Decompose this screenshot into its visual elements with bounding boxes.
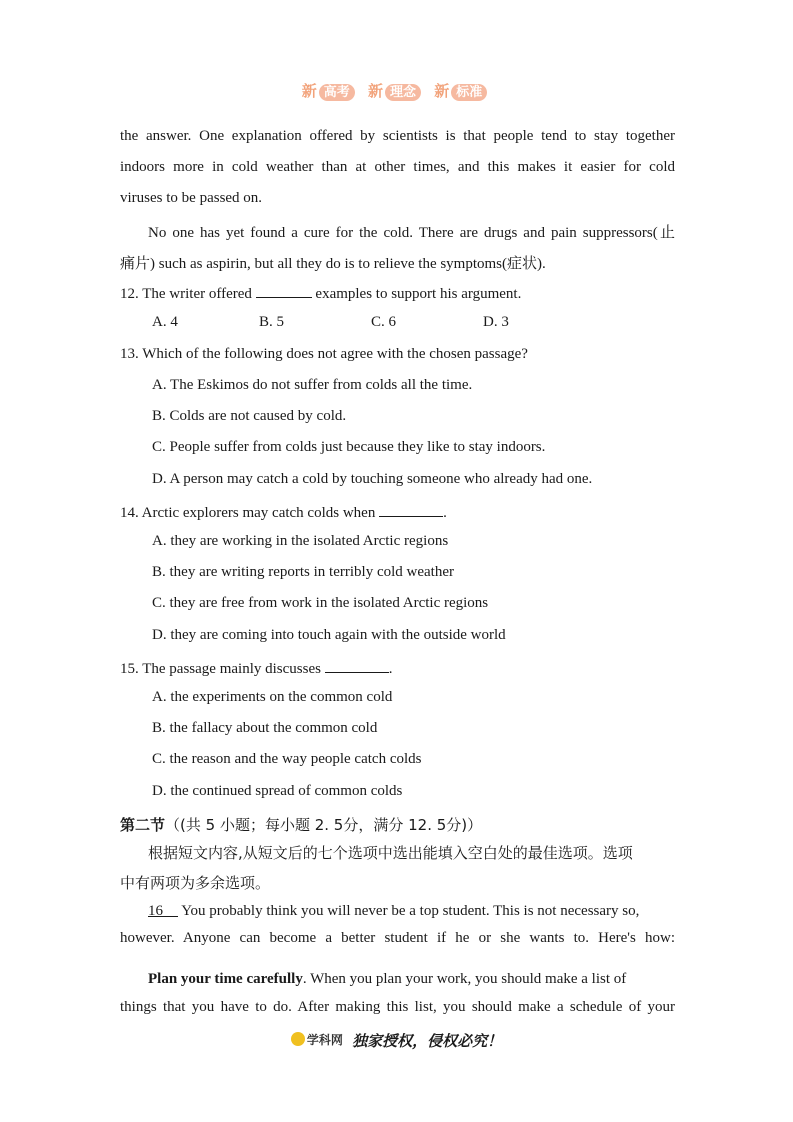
question-15-stem bbox=[120, 658, 392, 678]
header-pill-gaokao: 高考 bbox=[319, 84, 355, 101]
q12-stem-a: 12. The writer offered bbox=[120, 286, 252, 302]
option-d: D. 3 bbox=[483, 314, 509, 330]
passage2-line bbox=[148, 903, 639, 920]
q14-stem-b: . bbox=[443, 505, 447, 521]
blank-16 bbox=[148, 903, 178, 919]
passage2-line: things that you have to do. After making this list, you should make a schedule of your bbox=[120, 999, 675, 1015]
header-xin-3: 新 bbox=[434, 82, 450, 100]
passage-line: 痛片) such as aspirin, but all they do is to relieve the symptoms(症状). bbox=[120, 256, 546, 272]
option-a: A. 4 bbox=[152, 314, 178, 330]
question-12-stem bbox=[120, 283, 521, 303]
answer-blank bbox=[379, 502, 443, 517]
option-a: A. the experiments on the common cold bbox=[152, 689, 393, 705]
section-instructions: 中有两项为多余选项。 bbox=[120, 874, 271, 892]
option-c: C. 6 bbox=[371, 314, 397, 330]
option-d: D. the continued spread of common colds bbox=[152, 783, 403, 799]
header-pill-biaozhun: 标准 bbox=[451, 84, 487, 101]
question-13-stem: 13. Which of the following does not agree with the chosen passage? bbox=[120, 346, 528, 362]
option-c: C. they are free from work in the isolated Arctic regions bbox=[152, 595, 489, 611]
footer-slogan: 独家授权，侵权必究！ bbox=[352, 1032, 503, 1050]
logo-text: 学科网 bbox=[306, 1032, 343, 1047]
passage-line: viruses to be passed on. bbox=[120, 190, 263, 206]
footer-banner bbox=[0, 1030, 793, 1051]
option-a: A. The Eskimos do not suffer from colds all the time. bbox=[152, 377, 473, 393]
q12-stem-b: examples to support his argument. bbox=[315, 286, 522, 302]
section-scoring: （(共 5 小题；每小题 2. 5分，满分 12. 5分)） bbox=[165, 816, 483, 834]
option-a: A. they are working in the isolated Arctic regions bbox=[152, 533, 449, 549]
passage2-line bbox=[148, 971, 626, 988]
passage2-line: however. Anyone can become a better student if he or she wants to. Here's how: bbox=[120, 930, 675, 946]
answer-blank bbox=[256, 283, 312, 298]
logo-icon bbox=[291, 1032, 305, 1046]
header-xin-2: 新 bbox=[367, 82, 383, 100]
section-instructions: 根据短文内容,从短文后的七个选项中选出能填入空白处的最佳选项。选项 bbox=[148, 844, 633, 862]
header-xin-1: 新 bbox=[301, 82, 317, 100]
question-12-options bbox=[152, 314, 509, 331]
section-2-heading bbox=[120, 814, 482, 835]
bold-lead: Plan your time carefully bbox=[148, 971, 303, 987]
section-title: 第二节 bbox=[120, 816, 166, 834]
question-14-stem bbox=[120, 502, 447, 522]
option-b: B. Colds are not caused by cold. bbox=[152, 408, 347, 424]
option-b: B. 5 bbox=[259, 314, 285, 330]
option-d: D. A person may catch a cold by touching someone who already had one. bbox=[152, 471, 593, 487]
option-c: C. the reason and the way people catch colds bbox=[152, 751, 422, 767]
passage-line: No one has yet found a cure for the cold. There are drugs and pain suppressors(止 bbox=[148, 225, 675, 241]
passage-line: indoors more in cold weather than at other times, and this makes it easier for cold bbox=[120, 159, 675, 175]
answer-blank bbox=[325, 658, 389, 673]
passage-line: the answer. One explanation offered by scientists is that people tend to stay together bbox=[120, 128, 675, 144]
option-d: D. they are coming into touch again with the outside world bbox=[152, 627, 506, 643]
option-c: C. People suffer from colds just because they like to stay indoors. bbox=[152, 439, 546, 455]
q15-stem-b: . bbox=[388, 661, 393, 677]
xuekewang-logo bbox=[291, 1031, 343, 1048]
option-b: B. they are writing reports in terribly cold weather bbox=[152, 564, 454, 580]
q15-stem-a: 15. The passage mainly discusses bbox=[120, 661, 321, 677]
header-pill-linian: 理念 bbox=[385, 84, 421, 101]
passage2-text: You probably think you will never be a top student. This is not necessary so, bbox=[181, 903, 640, 919]
q14-stem-a: 14. Arctic explorers may catch colds when bbox=[120, 505, 376, 521]
header-banner bbox=[0, 80, 793, 101]
passage2-text: . When you plan your work, you should make a list of bbox=[302, 971, 627, 987]
option-b: B. the fallacy about the common cold bbox=[152, 720, 378, 736]
blank-16-number: 16 bbox=[148, 903, 163, 919]
